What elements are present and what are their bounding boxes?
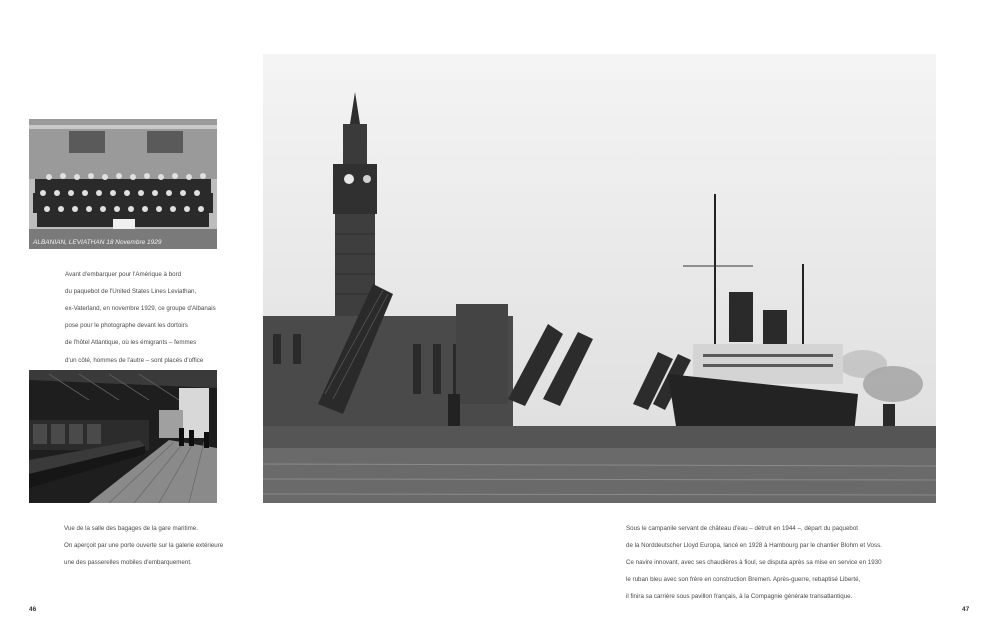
- baggage-hall-photo: [29, 370, 217, 503]
- caption-line: Avant d'embarquer pour l'Amérique à bord: [65, 270, 182, 278]
- caption-line: de la Norddeutscher Lloyd Europa, lancé en 1928 à Hambourg par le chantier Blohm et Voss.: [626, 541, 882, 549]
- caption-line: le ruban bleu avec son frère en construction Bremen. Après-guerre, rebaptisé Liberté,: [626, 576, 861, 584]
- caption-line: du paquebot de l'United States Lines Leviathan,: [65, 287, 197, 295]
- caption-line: On aperçoit par une porte ouverte sur la galerie extérieure: [64, 541, 224, 549]
- page-number-left: 46: [29, 606, 37, 613]
- page-number-right: 47: [962, 606, 970, 613]
- caption-harbor-liner: [626, 516, 926, 611]
- caption-line: Sous le campanile servant de château d'eau – détruit en 1944 –, départ du paquebot: [626, 524, 859, 532]
- caption-line: ex-Vaterland, en novembre 1929, ce groupe d'Albanais: [65, 304, 216, 312]
- photo-inscription: ALBANIAN, LEVIATHAN 18 Novembre 1929: [33, 239, 162, 246]
- harbor-liner-photo: [263, 54, 936, 503]
- caption-line: Vue de la salle des bagages de la gare maritime.: [64, 524, 198, 532]
- caption-line: de l'hôtel Atlantique, où les émigrants – femmes: [65, 339, 197, 347]
- emigrant-group-photo: [29, 119, 217, 249]
- caption-baggage-hall: [64, 516, 224, 576]
- caption-line: pose pour le photographe devant les dortoirs: [65, 322, 188, 330]
- caption-line: il finira sa carrière sous pavillon français, à la Compagnie générale transatlantique.: [626, 593, 853, 601]
- caption-line: Ce navire innovant, avec ses chaudières à fioul, se disputa après sa mise en service en 1930: [626, 558, 882, 566]
- caption-line: une des passerelles mobiles d'embarquement.: [64, 558, 192, 566]
- caption-line: d'un côté, hommes de l'autre – sont placés d'office: [65, 356, 204, 364]
